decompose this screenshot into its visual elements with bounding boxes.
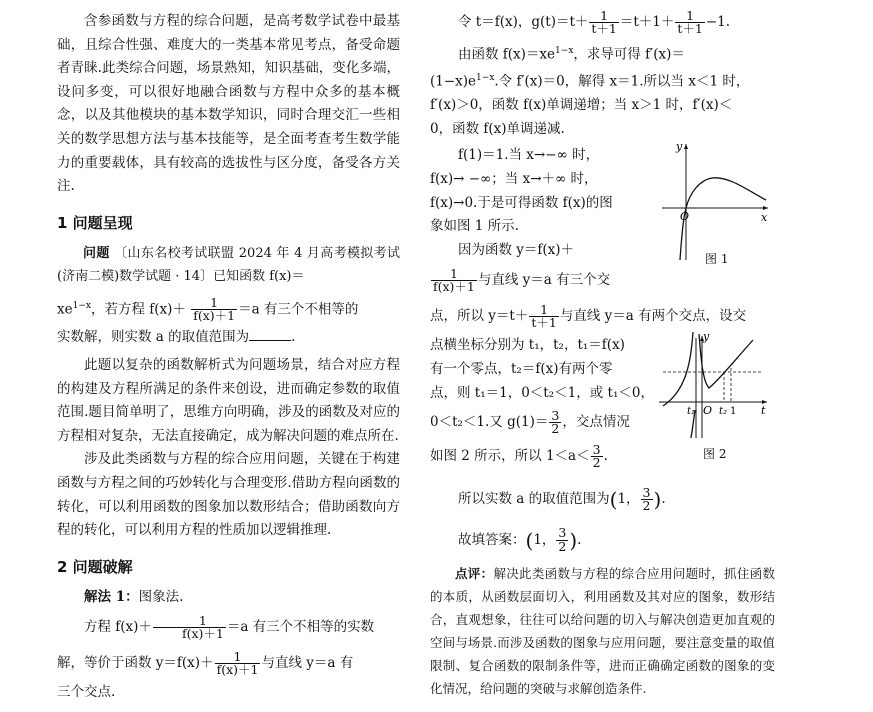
problem-period: . [291,329,296,346]
fraction-num: 3 [592,441,601,457]
solution-1-line1-end: ＝a 有三个不相等的实数 [226,619,375,636]
paren-open: ( [609,487,618,512]
fig1-label-x: x [761,211,768,224]
fraction-num: 1 [431,268,477,282]
r-line-9: 象如图 1 所示. [430,218,519,235]
r-line-4: f′(x)＞0，函数 f(x)单调递增；当 x＞1 时，f′(x)＜ [430,97,733,114]
fraction-den: 2 [642,498,651,514]
fraction-num: 1 [529,304,558,318]
r-line-16-end: ，交点情况 [562,414,630,431]
problem-equation-start: ，若方程 f(x)＋ [90,301,186,318]
r-line-11: 与直线 y＝a 有三个交 [477,272,611,289]
fig1-x-arrow [763,206,768,210]
figure-1-caption: 图 1 [705,252,729,266]
r-line-18-end: . [661,491,666,508]
problem-question: 实数解，则实数 a 的取值范围为 [57,329,250,346]
fraction-den: t＋1 [591,21,617,36]
r-fraction-4 [529,301,558,331]
r-line-12-start: 点，所以 y＝t＋ [430,308,529,325]
analysis-paragraph-2: 涉及此类函数与方程的综合应用问题，关键在于构建函数与方程之间的巧妙转化与合理变形.借助方程向函数的转化，可以利用函数的图象加以数形结合；借助函数向方程的转化，可以利用方程的性质加以逻辑推理. [57,451,400,539]
r-line-16-start: 0＜t₂＜1.又 g(1)＝ [430,414,549,431]
range-left: 1， [617,491,640,508]
fraction-num: 3 [642,484,651,500]
r-line-2-end: ，求导可得 f′(x)＝ [573,46,685,63]
fig2-label-y: y [703,330,710,343]
r-line-19-start: 故填答案： [458,531,526,548]
fig2-label-o: O [703,404,713,417]
problem-fraction [191,294,237,324]
section-2-title: 2 问题破解 [57,557,133,576]
fig2-label-1: 1 [730,406,737,417]
intro-paragraph: 含参函数与方程的综合问题，是高考数学试卷中最基础，且综合性强、难度大的一类基本常见考点，备受命题者青睐.此类综合问题，场景熟知，知识基础，变化多端，设问多变，可以很好地融合函数与方程中众多的基本概念，以及其他模块的基本数学知识，同时合理交汇一些相关的数学思想方法与基本技能等，是全面考查考生数学能力的重要载体，具有较高的选拔性与区分度，备受各方关注. [57,13,400,195]
fig2-label-t: t [761,404,766,417]
r-line-10: 因为函数 y＝f(x)＋ [458,241,575,258]
r-line-2-sup: 1−x [555,46,574,56]
fraction-den: 2 [592,455,601,471]
r-line-3: (1−x)e [430,73,477,90]
fig2-label-t1-left: t₁ [687,406,696,417]
fraction-den: t＋1 [531,315,557,331]
solution-1-fraction-1 [153,612,226,642]
answer-blank [249,326,291,341]
r-line-6: f(1)＝1.当 x→−∞ 时， [458,147,600,164]
fraction-den: f(x)＋1 [216,662,259,678]
r-fraction-1 [589,7,618,36]
problem-xe: xe [57,301,73,318]
solution-1-line2-end: 与直线 y＝a 有 [261,655,354,672]
fraction-den: f(x)＋1 [433,279,475,295]
solution-1-title: 图象法. [138,588,184,605]
r-line-7: f(x)→ −∞；当 x→＋∞ 时， [430,170,598,187]
fraction-num: 3 [551,407,560,423]
comment-text: 解决此类函数与方程的综合应用问题时，抓住函数的本质，从函数层面切入，利用函数及其对应的图象，数形结合，直观想象，往往可以给问题的切入与解决创造更加直观的空间与场景.而涉及函数的图象与应用问题，要注意变量的取值限制、复合函数的限制条件等，进而正确确定函数的图象的变化情况，给问题的突破与求解创造条件. [430,566,775,697]
r-line-15: 点，则 t₁＝1，0＜t₂＜1，或 t₁＜0， [430,384,654,401]
fig2-label-t2: t₂ [719,406,728,417]
fraction-num: 3 [558,525,567,541]
figure-2-caption: 图 2 [703,447,727,461]
r-fraction-3 [431,265,477,295]
analysis-paragraph-1: 此题以复杂的函数解析式为问题场景，结合对应方程的构建及方程所满足的条件来创设，进而确定参数的取值范围.题目简单明了，思维方向明确，涉及的函数及对应的方程相对复杂，无法直接确定，成为解决问题的难点所在. [57,357,400,444]
comment-label: 点评： [455,566,494,582]
paren-close: ) [653,487,662,512]
r-line-8: f(x)→0.于是可得函数 f(x)的图 [430,194,613,211]
r-line-18-start: 所以实数 a 的取值范围为 [458,491,610,508]
r-fraction-2 [675,7,704,36]
fraction-num: 1 [589,10,618,24]
problem-block [57,242,400,350]
solution-1-line1-start: 方程 f(x)＋ [84,619,152,636]
r-line-5: 0，函数 f(x)单调递减. [430,120,565,137]
r-line-17-start: 如图 2 所示，所以 1＜a＜ [430,448,590,465]
r-line-17-end: . [603,448,608,465]
r-line-12-end: 与直线 y＝a 有两个交点，设交 [559,308,747,325]
fig1-y-arrow [684,144,688,149]
paren-close: ) [569,528,578,553]
figure-2 [657,330,772,440]
r-fraction-8 [556,527,568,553]
fraction-den: f(x)＋1 [181,626,224,642]
r-line-13: 点横坐标分别为 t₁，t₂，t₁＝f(x) [430,337,625,354]
fraction-num: 1 [675,10,704,24]
r-line-14: 有一个零点，t₂＝f(x)有两个零 [430,360,613,377]
problem-exponent: 1−x [72,300,91,311]
r-line-1-start: 令 t＝f(x)，g(t)＝t＋ [458,14,589,30]
fig2-left-branch-top [663,332,693,406]
fig1-label-o: O [680,210,690,223]
section-1-title: 1 问题呈现 [57,213,133,232]
r-fraction-5 [549,407,561,437]
problem-equation-end: ＝a 有三个不相等的 [238,301,359,318]
r-line-1-end: −1. [705,14,731,30]
r-fraction-7 [641,484,653,514]
solution-1-label: 解法 1： [84,588,139,605]
solution-1-line2-start: 解，等价于函数 y＝f(x)＋ [57,655,214,672]
fraction-num: 1 [153,615,226,629]
r-line-3-end: .令 f′(x)＝0，解得 x＝1.所以当 x＜1 时， [494,73,750,90]
fraction-den: 2 [558,538,567,554]
problem-fraction-den: f(x)＋1 [193,308,236,324]
r-line-19-end: . [577,531,582,548]
fraction-den: t＋1 [677,21,703,36]
fraction-den: 2 [551,421,560,437]
r-line-2: 由函数 f(x)＝xe [458,46,556,63]
left-column [57,0,400,705]
solution-1-fraction-2 [215,648,261,678]
fig1-curve [680,178,766,260]
fraction-num: 1 [215,651,261,665]
answer-left: 1， [533,531,556,548]
paren-open: ( [525,528,534,553]
problem-label: 问题 [83,245,110,261]
problem-fraction-num: 1 [191,297,237,311]
problem-source: 〔山东名校考试联盟 2024 年 4 月高考模拟考试(济南二模)数学试题 · 14〕已知函数 f(x)＝ [57,245,400,285]
fig1-label-y: y [676,140,683,153]
r-fraction-6 [591,441,603,471]
solution-1-line3: 三个交点. [57,684,116,701]
r-line-1-mid: ＝t＋1＋ [619,14,675,30]
r-line-3-sup: 1−x [476,73,495,84]
